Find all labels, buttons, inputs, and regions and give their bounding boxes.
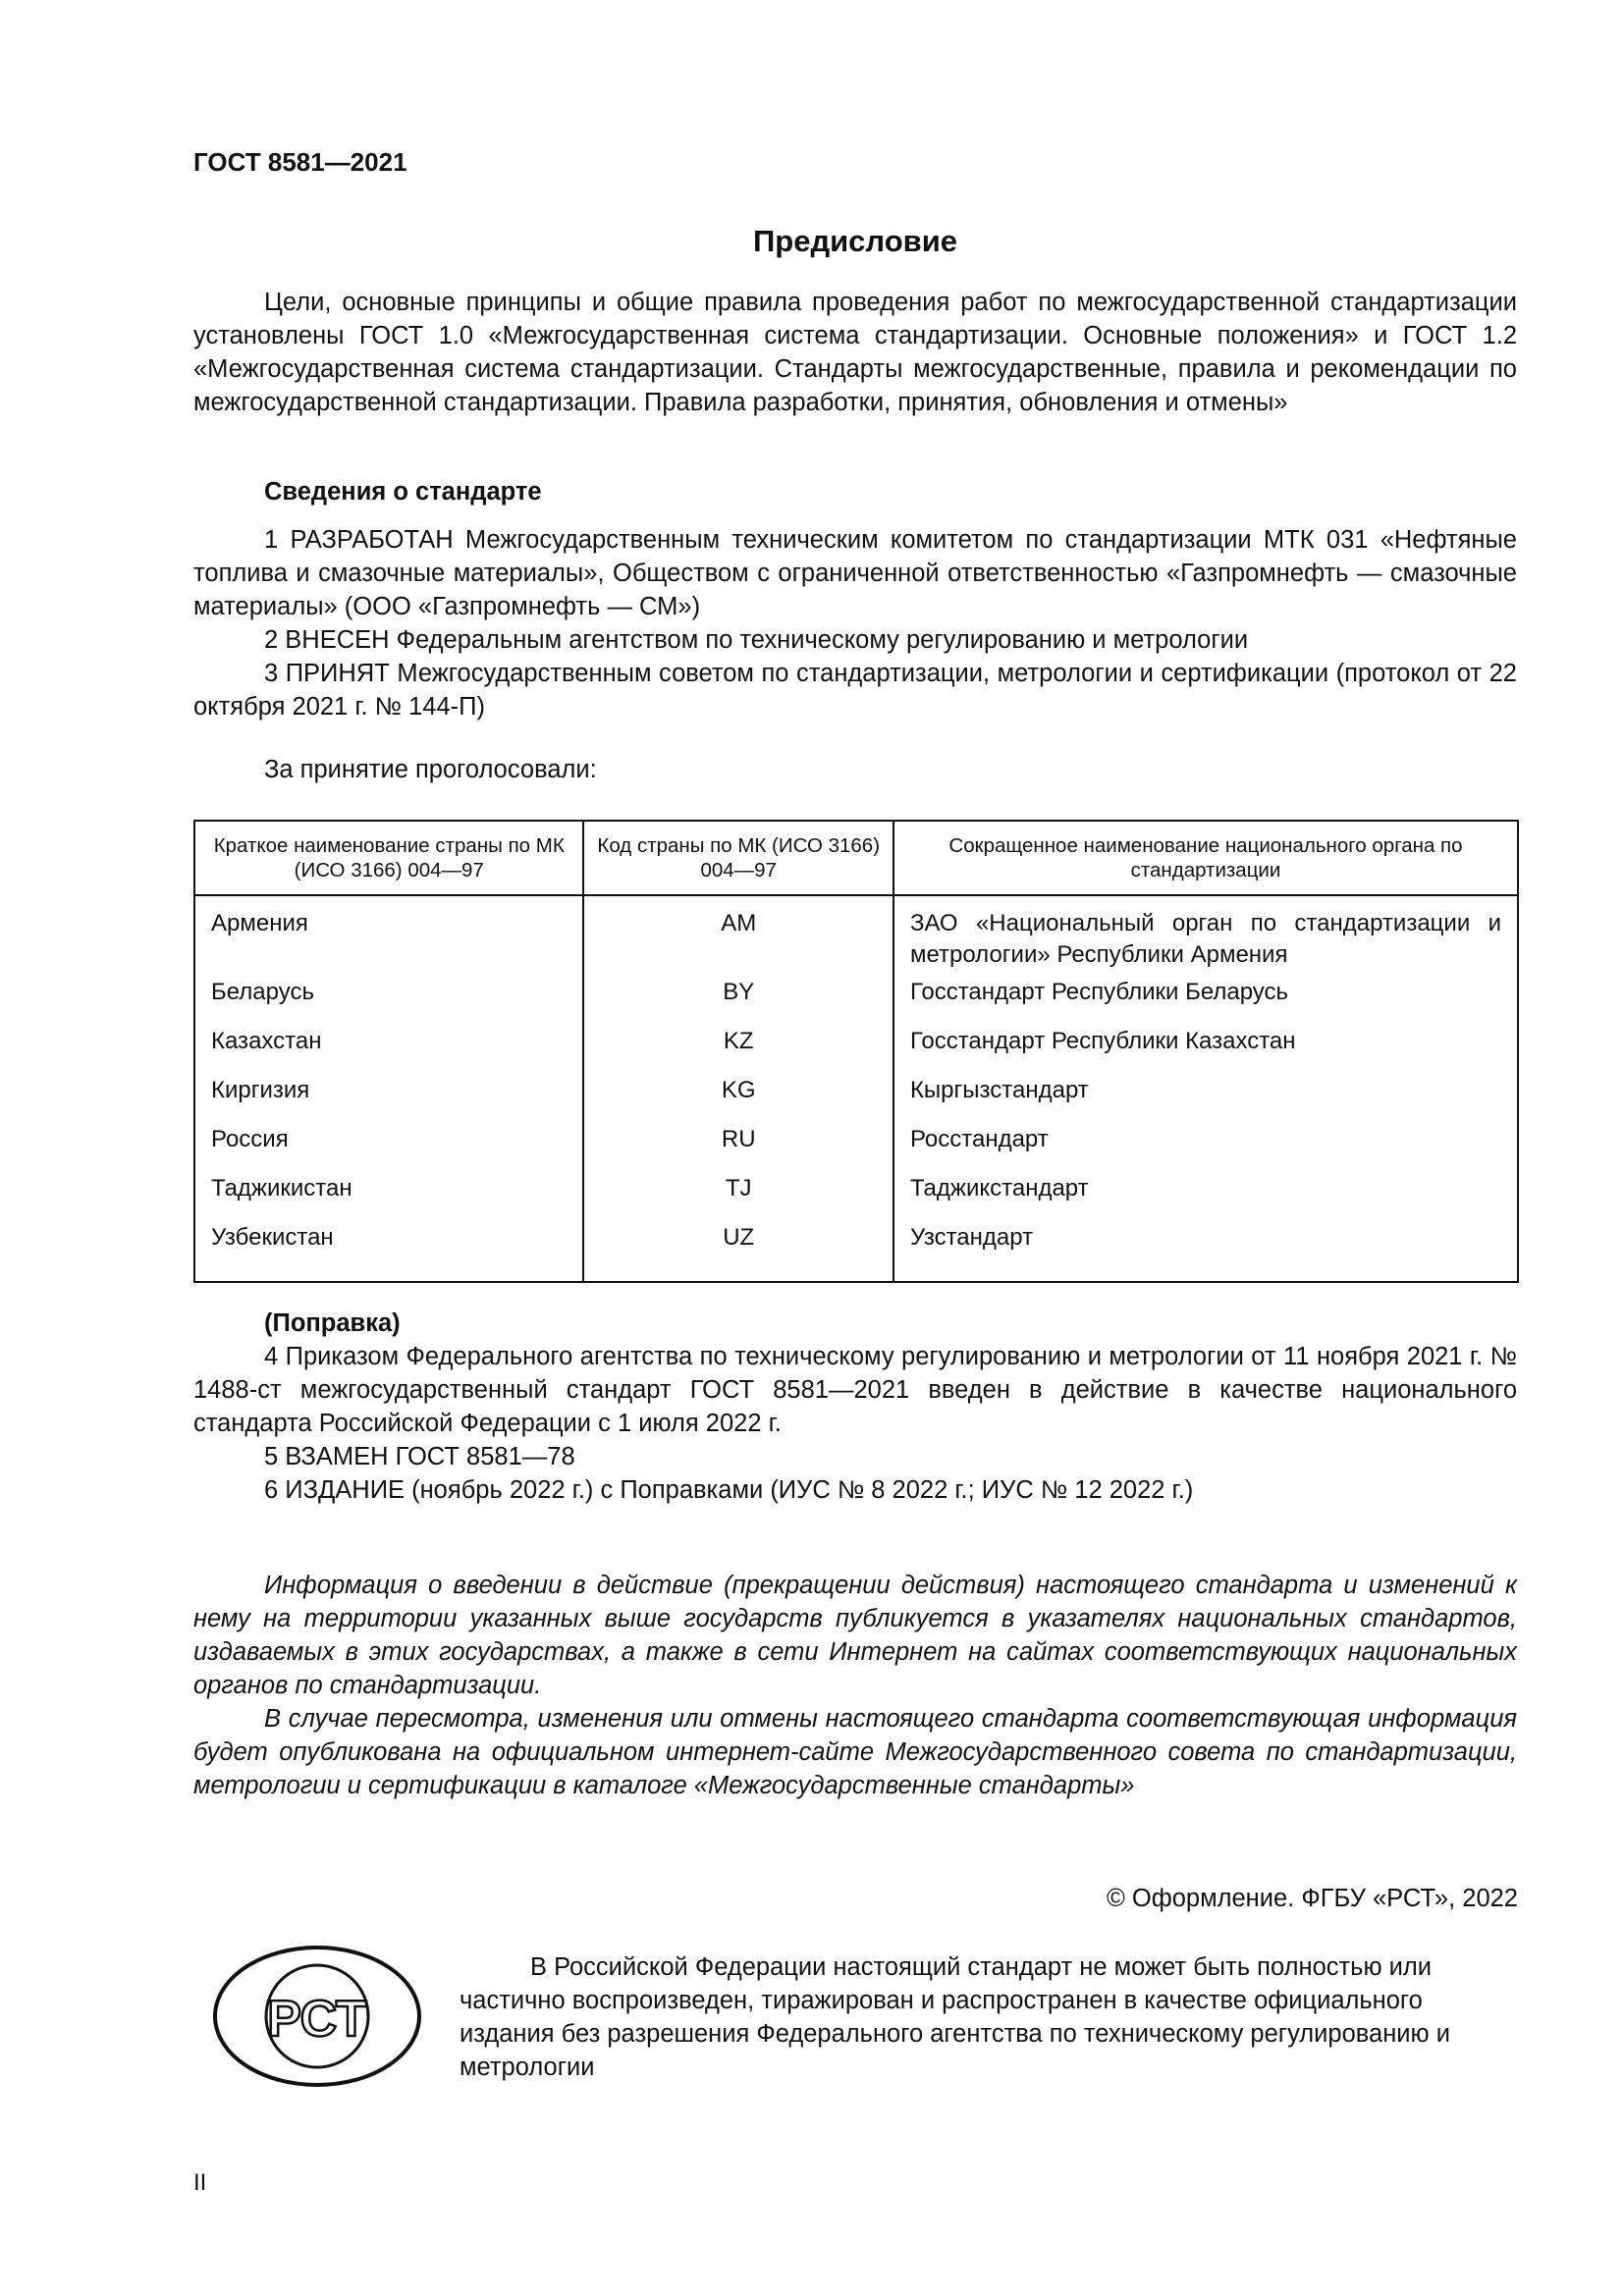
cell-body: Узстандарт <box>893 1222 1518 1282</box>
cell-country: Беларусь <box>194 977 583 1026</box>
item-adopted: 3 ПРИНЯТ Межгосударственным советом по стандартизации, метрологии и сертификации (протокол от 22 октября 2021 г. № 144-П) <box>193 660 1517 721</box>
cell-code: UZ <box>583 1222 893 1282</box>
standard-info-heading: Сведения о стандарте <box>264 478 542 506</box>
item-developed: 1 РАЗРАБОТАН Межгосударственным техническим комитетом по стандартизации МТК 031 «Нефтяные топлива и смазочные материалы», Обществом с ограниченной ответственностью «Газпромнефть — смазочные материалы» (ООО «Газпромнефть — СМ») <box>193 526 1517 620</box>
table-row <box>194 1124 1518 1173</box>
cell-body: ЗАО «Национальный орган по стандартизации и метрологии» Республики Армения <box>893 895 1518 977</box>
rights-notice <box>460 1950 1517 2084</box>
rst-logo-letters: РСТ <box>267 1991 367 2048</box>
voted-label: За принятие проголосовали: <box>264 756 597 783</box>
cell-country: Армения <box>194 895 583 977</box>
cell-code: RU <box>583 1124 893 1173</box>
item-introduced: 2 ВНЕСЕН Федеральным агентством по техническому регулированию и метрологии <box>264 626 1249 654</box>
cell-code: TJ <box>583 1173 893 1222</box>
cell-body: Госстандарт Республики Казахстан <box>893 1026 1518 1075</box>
info-note-revision: В случае пересмотра, изменения или отмены настоящего стандарта соответствующая информация будет опубликована на официальном интернет-сайте Межгосударственного совета по стандартизации, метрологии и сертификации в каталоге «Межгосударственные стандарты» <box>193 1705 1517 1799</box>
table-header-row <box>194 821 1518 895</box>
item-order: 4 Приказом Федерального агентства по техническому регулированию и метрологии от 11 ноября 2021 г. № 1488-ст межгосударственный стандарт ГОСТ 8581—2021 введен в действие в качестве национального стандарта Российской Федерации с 1 июля 2022 г. <box>193 1343 1517 1437</box>
cell-country: Узбекистан <box>194 1222 583 1282</box>
table-row <box>194 1026 1518 1075</box>
table-row <box>194 1222 1518 1282</box>
item-replaces: 5 ВЗАМЕН ГОСТ 8581—78 <box>264 1443 575 1470</box>
column-header-code: Код страны по МК (ИСО 3166) 004—97 <box>583 821 893 895</box>
cell-code: KZ <box>583 1026 893 1075</box>
cell-code: BY <box>583 977 893 1026</box>
cell-country: Россия <box>194 1124 583 1173</box>
column-header-body: Сокращенное наименование национального органа по стандартизации <box>893 821 1518 895</box>
table-row <box>194 1173 1518 1222</box>
copyright-line: © Оформление. ФГБУ «РСТ», 2022 <box>1107 1885 1518 1912</box>
cell-body: Таджикстандарт <box>893 1173 1518 1222</box>
rst-logo-icon <box>209 1942 425 2091</box>
table-row <box>194 1075 1518 1124</box>
standard-info-items-continued <box>193 1340 1517 1507</box>
voting-countries-table <box>193 820 1519 1283</box>
info-notes <box>193 1569 1517 1802</box>
cell-country: Киргизия <box>194 1075 583 1124</box>
standard-info-items <box>193 523 1517 723</box>
table-row <box>194 977 1518 1026</box>
item-edition: 6 ИЗДАНИЕ (ноябрь 2022 г.) с Поправками (ИУС № 8 2022 г.; ИУС № 12 2022 г.) <box>264 1476 1194 1504</box>
amendment-label: (Поправка) <box>264 1309 401 1337</box>
cell-code: AM <box>583 895 893 977</box>
cell-code: KG <box>583 1075 893 1124</box>
cell-country: Таджикистан <box>194 1173 583 1222</box>
cell-country: Казахстан <box>194 1026 583 1075</box>
cell-body: Росстандарт <box>893 1124 1518 1173</box>
document-id: ГОСТ 8581—2021 <box>193 147 407 177</box>
intro-section <box>193 286 1517 419</box>
page-title: Предисловие <box>752 224 957 258</box>
info-note-publication: Информация о введении в действие (прекращении действия) настоящего стандарта и изменений к нему на территории указанных выше государств публикуется в указателях национальных стандартов, издаваемых в этих государствах, а также в сети Интернет на сайтах соответствующих национальных органов по стандартизации. <box>193 1572 1517 1699</box>
page-number: II <box>193 2169 207 2196</box>
cell-body: Кыргызстандарт <box>893 1075 1518 1124</box>
intro-paragraph: Цели, основные принципы и общие правила проведения работ по межгосударственной стандартизации установлены ГОСТ 1.0 «Межгосударственная система стандартизации. Основные положения» и ГОСТ 1.2 «Межгосударственная система стандартизации. Стандарты межгосударственные, правила и рекомендации по межгосударственной стандартизации. Правила разработки, принятия, обновления и отмены» <box>193 289 1517 416</box>
table-row <box>194 895 1518 977</box>
column-header-country: Краткое наименование страны по МК (ИСО 3166) 004—97 <box>194 821 583 895</box>
cell-body: Госстандарт Республики Беларусь <box>893 977 1518 1026</box>
rights-notice-text: В Российской Федерации настоящий стандарт не может быть полностью или частично воспроизведен, тиражирован и распространен в качестве официального издания без разрешения Федерального агентства по техническому регулированию и метрологии <box>460 1953 1450 2081</box>
